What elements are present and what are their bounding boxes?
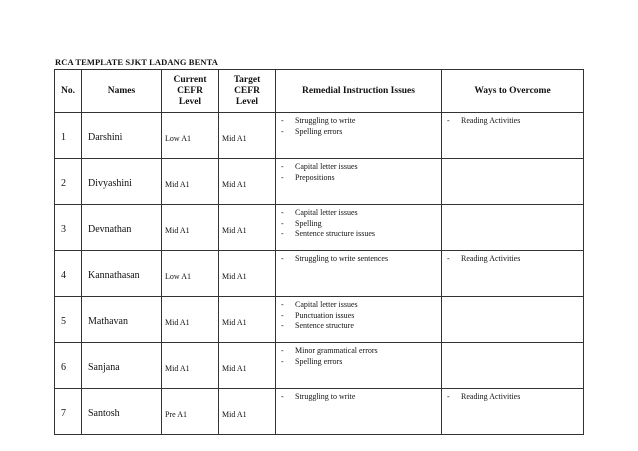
header-ways: Ways to Overcome	[442, 70, 584, 113]
remedial-issue-list	[276, 159, 441, 183]
target-level: Mid A1	[222, 410, 247, 419]
row-number: 4	[61, 270, 66, 281]
student-name-cell	[82, 159, 162, 205]
student-name: Sanjana	[88, 362, 120, 373]
current-level-cell	[162, 389, 219, 435]
table-row	[55, 389, 584, 435]
header-issues: Remedial Instruction Issues	[276, 70, 442, 113]
current-level-cell	[162, 205, 219, 251]
row-number: 5	[61, 316, 66, 327]
rca-table	[54, 69, 584, 435]
remedial-issue-list	[276, 297, 441, 332]
remedial-issue-item: - Spelling errors	[281, 357, 441, 368]
student-name: Santosh	[88, 408, 120, 419]
current-level: Low A1	[165, 272, 191, 281]
overcome-way-item: - Reading Activities	[447, 116, 583, 127]
header-current-line-3: Level	[178, 96, 202, 107]
target-level-cell	[219, 297, 276, 343]
target-level: Mid A1	[222, 364, 247, 373]
student-name-cell	[82, 251, 162, 297]
current-level: Pre A1	[165, 410, 187, 419]
header-current-level	[162, 70, 219, 113]
remedial-issue-item: - Capital letter issues	[281, 208, 441, 219]
row-number: 2	[61, 178, 66, 189]
current-level-cell	[162, 297, 219, 343]
target-level-cell	[219, 205, 276, 251]
table-body	[55, 113, 584, 435]
target-level-cell	[219, 251, 276, 297]
row-number: 1	[61, 132, 66, 143]
overcome-way-cell	[442, 297, 584, 343]
row-number: 3	[61, 224, 66, 235]
remedial-issue-list	[276, 389, 441, 403]
current-level: Mid A1	[165, 318, 190, 327]
student-name-cell	[82, 297, 162, 343]
current-level: Low A1	[165, 134, 191, 143]
header-target-line-3: Level	[235, 96, 259, 107]
target-level: Mid A1	[222, 180, 247, 189]
table-row	[55, 251, 584, 297]
row-number: 7	[61, 408, 66, 419]
remedial-issue-cell	[276, 205, 442, 251]
header-current-line-2: CEFR	[177, 85, 203, 96]
table-row	[55, 113, 584, 159]
row-number-cell	[55, 297, 82, 343]
current-level-cell	[162, 251, 219, 297]
overcome-way-cell	[442, 159, 584, 205]
remedial-issue-cell	[276, 297, 442, 343]
remedial-issue-item: - Struggling to write	[281, 392, 441, 403]
remedial-issue-item: - Sentence structure issues	[281, 229, 441, 240]
remedial-issue-list	[276, 343, 441, 367]
target-level: Mid A1	[222, 134, 247, 143]
current-level-cell	[162, 113, 219, 159]
student-name-cell	[82, 389, 162, 435]
student-name: Kannathasan	[88, 270, 140, 281]
row-number: 6	[61, 362, 66, 373]
overcome-way-list	[442, 251, 583, 265]
remedial-issue-item: - Punctuation issues	[281, 311, 441, 322]
student-name-cell	[82, 113, 162, 159]
current-level: Mid A1	[165, 364, 190, 373]
remedial-issue-item: - Prepositions	[281, 173, 441, 184]
student-name: Mathavan	[88, 316, 128, 327]
overcome-way-cell	[442, 389, 584, 435]
header-target-line-1: Target	[233, 74, 261, 85]
student-name-cell	[82, 205, 162, 251]
overcome-way-item: - Reading Activities	[447, 254, 583, 265]
overcome-way-list	[442, 343, 583, 346]
row-number-cell	[55, 205, 82, 251]
target-level-cell	[219, 159, 276, 205]
row-number-cell	[55, 159, 82, 205]
overcome-way-list	[442, 113, 583, 127]
table-row	[55, 343, 584, 389]
current-level: Mid A1	[165, 226, 190, 235]
target-level-cell	[219, 113, 276, 159]
remedial-issue-cell	[276, 113, 442, 159]
student-name-cell	[82, 343, 162, 389]
remedial-issue-cell	[276, 251, 442, 297]
student-name: Darshini	[88, 132, 123, 143]
overcome-way-list	[442, 297, 583, 300]
overcome-way-list	[442, 159, 583, 162]
document-title: RCA TEMPLATE SJKT LADANG BENTA	[55, 57, 218, 67]
header-row	[55, 70, 584, 113]
overcome-way-cell	[442, 251, 584, 297]
table-row	[55, 205, 584, 251]
current-level-cell	[162, 343, 219, 389]
remedial-issue-item: - Struggling to write	[281, 116, 441, 127]
remedial-issue-list	[276, 113, 441, 137]
overcome-way-list	[442, 205, 583, 208]
overcome-way-cell	[442, 205, 584, 251]
remedial-issue-item: - Capital letter issues	[281, 300, 441, 311]
remedial-issue-item: - Spelling errors	[281, 127, 441, 138]
student-name: Devnathan	[88, 224, 132, 235]
target-level: Mid A1	[222, 226, 247, 235]
table-row	[55, 159, 584, 205]
header-target-line-2: CEFR	[234, 85, 260, 96]
overcome-way-list	[442, 389, 583, 403]
remedial-issue-cell	[276, 159, 442, 205]
current-level-cell	[162, 159, 219, 205]
table-row	[55, 297, 584, 343]
overcome-way-cell	[442, 113, 584, 159]
header-names: Names	[82, 70, 162, 113]
row-number-cell	[55, 343, 82, 389]
target-level: Mid A1	[222, 272, 247, 281]
remedial-issue-list	[276, 251, 441, 265]
remedial-issue-item: - Spelling	[281, 219, 441, 230]
header-current-line-1: Current	[173, 74, 207, 85]
header-target-level	[219, 70, 276, 113]
student-name: Divyashini	[88, 178, 132, 189]
overcome-way-cell	[442, 343, 584, 389]
remedial-issue-cell	[276, 343, 442, 389]
remedial-issue-list	[276, 205, 441, 240]
row-number-cell	[55, 251, 82, 297]
row-number-cell	[55, 113, 82, 159]
target-level-cell	[219, 389, 276, 435]
overcome-way-item: - Reading Activities	[447, 392, 583, 403]
row-number-cell	[55, 389, 82, 435]
remedial-issue-item: - Capital letter issues	[281, 162, 441, 173]
header-no: No.	[55, 70, 82, 113]
remedial-issue-item: - Minor grammatical errors	[281, 346, 441, 357]
target-level-cell	[219, 343, 276, 389]
current-level: Mid A1	[165, 180, 190, 189]
remedial-issue-cell	[276, 389, 442, 435]
remedial-issue-item: - Sentence structure	[281, 321, 441, 332]
target-level: Mid A1	[222, 318, 247, 327]
remedial-issue-item: - Struggling to write sentences	[281, 254, 441, 265]
